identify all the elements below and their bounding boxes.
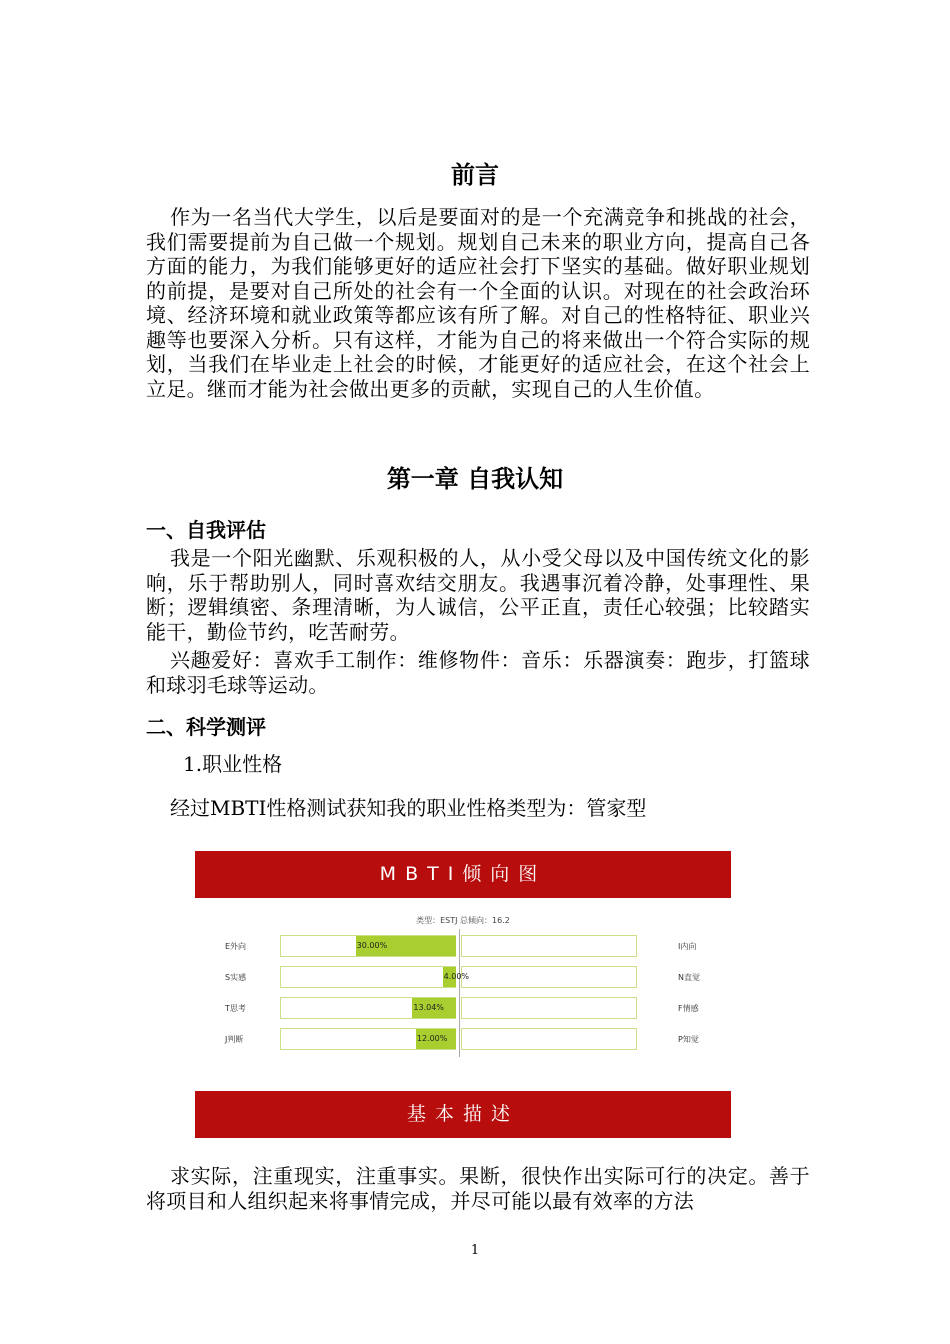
section-heading-self-assessment: 一、自我评估 xyxy=(146,518,266,542)
preface-paragraph: 作为一名当代大学生，以后是要面对的是一个充满竞争和挑战的社会，我们需要提前为自己做一个规划。规划自己未来的职业方向，提高自己各方面的能力，为我们能够更好的适应社会打下坚实的基础。做好职业规划的前提，是要对自己所处的社会有一个全面的认识。对现在的社会政治环境、经济环境和就业政策等都应该有所了解。对自己的性格特征、职业兴趣等也要深入分析。只有这样，才能为自己的将来做出一个符合实际的规划，当我们在毕业走上社会的时候，才能更好的适应社会，在这个社会上立足。继而才能为社会做出更多的贡献，实现自己的人生价值。 xyxy=(146,205,810,401)
mbti-chart-title: MBTI倾向图 xyxy=(195,851,731,898)
subsection-career-personality: 1.职业性格 xyxy=(183,752,283,776)
basic-description-title: 基本描述 xyxy=(195,1091,731,1138)
mbti-right-track xyxy=(461,935,637,957)
mbti-value-label: 12.00% xyxy=(416,1034,448,1043)
mbti-right-label: P知觉 xyxy=(678,1035,699,1044)
mbti-right-label: I内向 xyxy=(678,942,697,951)
self-assessment-paragraph: 我是一个阳光幽默、乐观积极的人，从小受父母以及中国传统文化的影响，乐于帮助别人，同时喜欢结交朋友。我遇事沉着冷静，处事理性、果断；逻辑缜密、条理清晰，为人诚信，公平正直，责任心较强；比较踏实能干，勤俭节约，吃苦耐劳。 xyxy=(146,546,810,644)
page-number: 1 xyxy=(470,1243,480,1258)
mbti-row xyxy=(195,935,731,959)
mbti-right-label: F情感 xyxy=(678,1004,699,1013)
preface-title: 前言 xyxy=(451,161,499,189)
mbti-left-label: E外向 xyxy=(225,942,247,951)
mbti-row xyxy=(195,1028,731,1052)
chapter-title: 第一章 自我认知 xyxy=(386,465,564,493)
mbti-right-track xyxy=(461,997,637,1019)
mbti-value-label: 4.00% xyxy=(443,972,470,981)
mbti-row xyxy=(195,997,731,1021)
hobbies-paragraph: 兴趣爱好：喜欢手工制作：维修物件：音乐：乐器演奏：跑步，打篮球和球羽毛球等运动。 xyxy=(146,648,810,697)
section-heading-scientific-test: 二、科学测评 xyxy=(146,715,266,739)
mbti-left-track xyxy=(280,966,456,988)
mbti-left-label: T思考 xyxy=(225,1004,246,1013)
mbti-right-track xyxy=(461,966,637,988)
mbti-summary: 类型：ESTJ 总倾向：16.2 xyxy=(416,916,510,925)
mbti-right-label: N直觉 xyxy=(678,973,700,982)
mbti-right-track xyxy=(461,1028,637,1050)
mbti-left-label: S实感 xyxy=(225,973,247,982)
mbti-chart xyxy=(195,851,731,1139)
mbti-value-label: 30.00% xyxy=(356,941,388,950)
mbti-value-label: 13.04% xyxy=(413,1003,444,1012)
description-paragraph: 求实际，注重现实，注重事实。果断，很快作出实际可行的决定。善于将项目和人组织起来将事情完成，并尽可能以最有效率的方法 xyxy=(146,1164,810,1213)
mbti-row xyxy=(195,966,731,990)
mbti-intro-text: 经过MBTI性格测试获知我的职业性格类型为：管家型 xyxy=(170,796,647,820)
mbti-left-label: J判断 xyxy=(225,1035,244,1044)
